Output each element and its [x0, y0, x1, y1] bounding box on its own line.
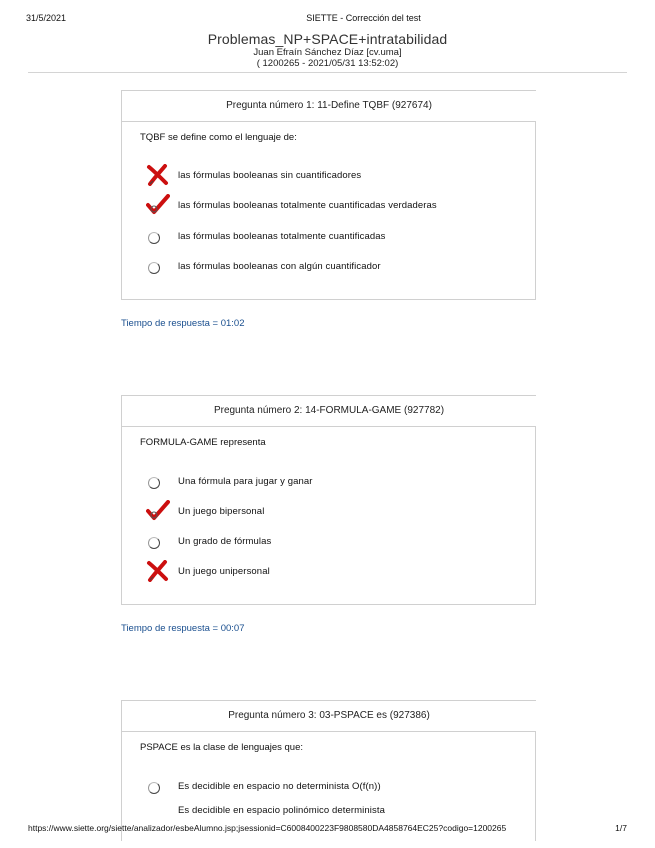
answer-option[interactable]: [146, 470, 313, 492]
question-heading: Pregunta número 2: 14-FORMULA-GAME (927782): [121, 395, 536, 426]
answer-label: Un juego unipersonal: [178, 565, 270, 577]
radio-icon[interactable]: [148, 782, 160, 794]
student-name: Juan Efraín Sánchez Díaz [cv.uma]: [253, 47, 402, 58]
print-date: 31/5/2021: [26, 13, 67, 23]
answer-option[interactable]: [146, 194, 437, 216]
answer-option[interactable]: [146, 530, 271, 552]
test-title: Problemas_NP+SPACE+intratabilidad: [207, 31, 448, 47]
answer-option[interactable]: [146, 225, 385, 247]
answer-option[interactable]: [146, 799, 385, 821]
question-2: [121, 395, 536, 605]
red-cross-icon: [146, 560, 172, 582]
radio-icon[interactable]: [148, 232, 160, 244]
red-check-icon: [146, 500, 172, 522]
response-time: Tiempo de respuesta = 00:07: [121, 623, 245, 634]
question-3: [121, 700, 536, 841]
answer-label: Es decidible en espacio no determinista O(f(n)): [178, 780, 381, 792]
answer-label: las fórmulas booleanas totalmente cuantificadas: [178, 230, 386, 242]
answer-option[interactable]: [146, 164, 361, 186]
question-heading: Pregunta número 3: 03-PSPACE es (927386): [121, 700, 536, 731]
header-divider: [28, 72, 627, 73]
question-body: [121, 121, 536, 300]
answer-label: Una fórmula para jugar y ganar: [178, 475, 313, 487]
question-prompt: PSPACE es la clase de lenguajes que:: [140, 742, 304, 753]
print-title: SIETTE - Corrección del test: [306, 13, 421, 23]
question-prompt: TQBF se define como el lenguaje de:: [140, 132, 297, 143]
question-body: [121, 426, 536, 605]
answer-label: las fórmulas booleanas con algún cuantificador: [178, 260, 381, 272]
answer-label: Un juego bipersonal: [178, 505, 265, 517]
answer-option[interactable]: [146, 255, 381, 277]
page-header: [0, 31, 655, 69]
answer-label: las fórmulas booleanas totalmente cuantificadas verdaderas: [178, 199, 437, 211]
question-prompt: FORMULA-GAME representa: [140, 437, 266, 448]
answer-label: Es decidible en espacio polinómico determinista: [178, 804, 385, 816]
page-number: 1/7: [615, 823, 627, 833]
radio-icon[interactable]: [148, 477, 160, 489]
radio-icon[interactable]: [148, 262, 160, 274]
red-cross-icon: [146, 164, 172, 186]
answer-option[interactable]: [146, 775, 381, 797]
response-time: Tiempo de respuesta = 01:02: [121, 318, 245, 329]
answer-label: Un grado de fórmulas: [178, 535, 272, 547]
answer-option[interactable]: [146, 560, 270, 582]
footer-url: https://www.siette.org/siette/analizador/esbeAlumno.jsp;jsessionid=C6008400223F9808580DA4858764EC25?codigo=1200265: [28, 823, 507, 833]
answer-label: las fórmulas booleanas sin cuantificadores: [178, 169, 362, 181]
red-check-icon: [146, 194, 172, 216]
question-1: [121, 90, 536, 300]
answer-option[interactable]: [146, 500, 264, 522]
session-info: ( 1200265 - 2021/05/31 13:52:02): [256, 58, 399, 69]
radio-icon[interactable]: [148, 537, 160, 549]
question-heading: Pregunta número 1: 11-Define TQBF (927674): [121, 90, 536, 121]
